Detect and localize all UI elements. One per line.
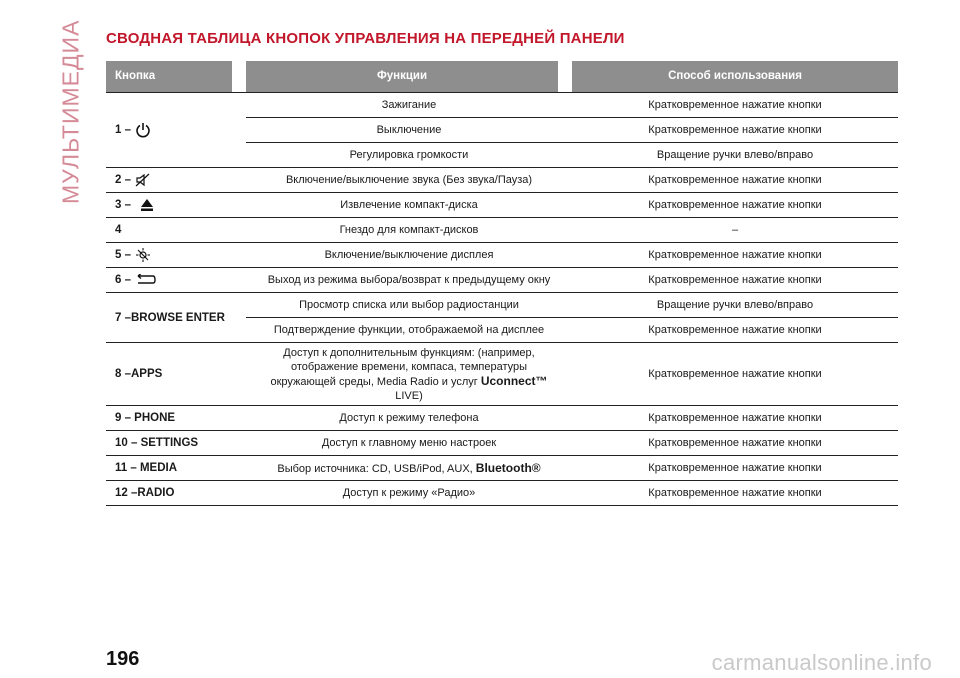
controls-table [106, 61, 898, 506]
method-cell: Кратковременное нажатие кнопки [572, 243, 898, 268]
method-cell: Кратковременное нажатие кнопки [572, 268, 898, 293]
power-icon [135, 122, 151, 138]
function-cell: Включение/выключение дисплея [246, 243, 572, 268]
function-cell: Регулировка громкости [246, 143, 572, 168]
method-cell: Вращение ручки влево/вправо [572, 143, 898, 168]
table-row [106, 243, 898, 268]
table-row [106, 406, 898, 431]
function-cell: Просмотр списка или выбор радиостанции [246, 293, 572, 318]
table-row [106, 218, 898, 243]
header-functions: Функции [246, 61, 572, 93]
button-cell: 6 – [106, 268, 246, 293]
button-cell: 1 – [106, 93, 246, 168]
header-button: Кнопка [106, 61, 246, 93]
header-method: Способ использования [572, 61, 898, 93]
section-side-title: МУЛЬТИМЕДИА [57, 19, 84, 204]
function-cell: Зажигание [246, 93, 572, 118]
table-row [106, 456, 898, 481]
function-cell: Доступ к режиму телефона [246, 406, 572, 431]
button-cell: 7 –BROWSE ENTER [106, 293, 246, 343]
table-row [106, 481, 898, 506]
method-cell: Кратковременное нажатие кнопки [572, 343, 898, 406]
table-row [106, 343, 898, 406]
eject-icon [140, 198, 154, 212]
function-cell: Выключение [246, 118, 572, 143]
function-cell: Гнездо для компакт-дисков [246, 218, 572, 243]
page-number: 196 [106, 648, 140, 670]
method-cell: Кратковременное нажатие кнопки [572, 318, 898, 343]
button-cell: 5 – [106, 243, 246, 268]
table-row [106, 168, 898, 193]
method-cell: Вращение ручки влево/вправо [572, 293, 898, 318]
table-row [106, 293, 898, 318]
function-cell: Выбор источника: CD, USB/iPod, AUX, Bluetooth® [246, 456, 572, 481]
method-cell: Кратковременное нажатие кнопки [572, 168, 898, 193]
function-cell: Включение/выключение звука (Без звука/Пауза) [246, 168, 572, 193]
table-row [106, 93, 898, 118]
method-cell: Кратковременное нажатие кнопки [572, 481, 898, 506]
method-cell: Кратковременное нажатие кнопки [572, 193, 898, 218]
method-cell: Кратковременное нажатие кнопки [572, 456, 898, 481]
function-cell: Подтверждение функции, отображаемой на дисплее [246, 318, 572, 343]
function-cell: Доступ к режиму «Радио» [246, 481, 572, 506]
button-cell: 11 – MEDIA [106, 456, 246, 481]
method-cell: Кратковременное нажатие кнопки [572, 93, 898, 118]
button-cell: 12 –RADIO [106, 481, 246, 506]
display-icon [135, 247, 151, 263]
method-cell: Кратковременное нажатие кнопки [572, 431, 898, 456]
function-cell: Доступ к дополнительным функциям: (например, отображение времени, компаса, температуры окружающей среды, Media Radio и услуг Uconnect™ LIVE) [246, 343, 572, 406]
button-cell: 3 – [106, 193, 246, 218]
page-title: СВОДНАЯ ТАБЛИЦА КНОПОК УПРАВЛЕНИЯ НА ПЕРЕДНЕЙ ПАНЕЛИ [106, 30, 625, 47]
mute-icon [135, 173, 151, 187]
table-header-row [106, 61, 898, 93]
button-cell: 10 – SETTINGS [106, 431, 246, 456]
function-cell: Выход из режима выбора/возврат к предыдущему окну [246, 268, 572, 293]
method-cell: Кратковременное нажатие кнопки [572, 118, 898, 143]
button-cell: 4 [106, 218, 246, 243]
function-cell: Доступ к главному меню настроек [246, 431, 572, 456]
button-cell: 8 –APPS [106, 343, 246, 406]
method-cell: – [572, 218, 898, 243]
table-row [106, 431, 898, 456]
back-arrow-icon [135, 274, 157, 286]
table-row [106, 193, 898, 218]
method-cell: Кратковременное нажатие кнопки [572, 406, 898, 431]
button-cell: 2 – [106, 168, 246, 193]
button-cell: 9 – PHONE [106, 406, 246, 431]
table-row [106, 268, 898, 293]
watermark: carmanualsonline.info [711, 650, 932, 675]
function-cell: Извлечение компакт-диска [246, 193, 572, 218]
